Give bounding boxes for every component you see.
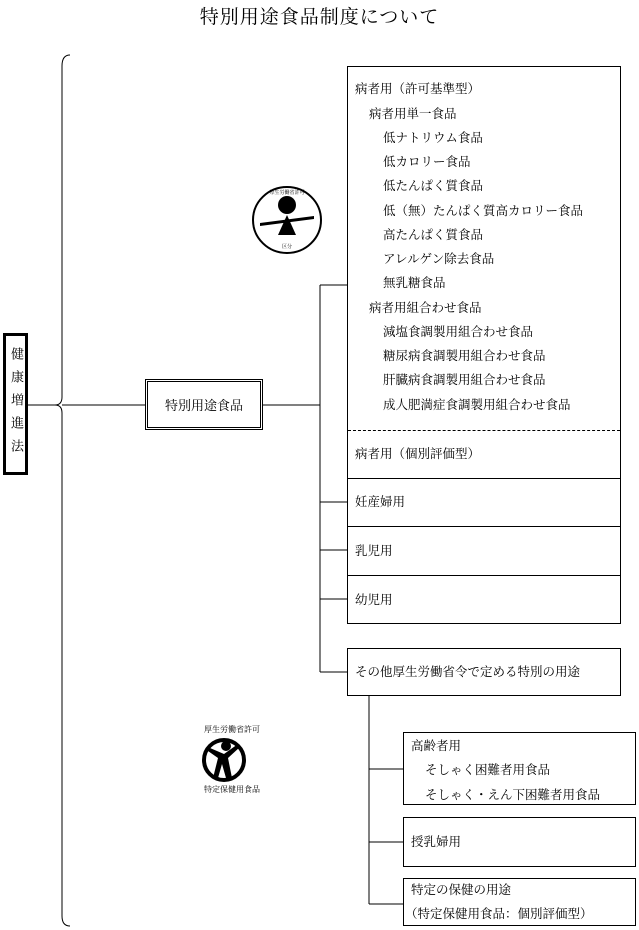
list-item: そしゃく困難者用食品 <box>425 762 551 777</box>
health-promotion-law-label: 健康増進法 <box>8 346 23 462</box>
lactating-label: 授乳婦用 <box>411 834 462 849</box>
special-use-permission-mark <box>250 185 324 255</box>
list-item: 成人肥満症食調製用組合わせ食品 <box>383 397 571 412</box>
list-item: 低カロリー食品 <box>383 154 471 169</box>
health-promotion-law-box <box>3 333 28 475</box>
patient-individual-label: 病者用（個別評価型） <box>355 446 481 461</box>
patient-combo-label: 病者用組合わせ食品 <box>369 300 482 315</box>
page-title: 特別用途食品制度について <box>199 6 440 28</box>
mark2-bottom-text: 特定保健用食品 <box>204 785 260 794</box>
other-use-label: その他厚生労働省令で定める特別の用途 <box>355 664 581 679</box>
divider <box>348 575 620 576</box>
patient-use-box <box>347 66 621 624</box>
special-use-food-box <box>145 379 263 430</box>
patient-single-label: 病者用単一食品 <box>369 106 457 121</box>
list-item: 低（無）たんぱく質高カロリー食品 <box>383 203 584 218</box>
list-item: 高たんぱく質食品 <box>383 227 484 242</box>
health-use-label: 特定の保健の用途 <box>411 882 512 897</box>
patient-header: 病者用（許可基準型） <box>355 81 481 96</box>
list-item: アレルゲン除去食品 <box>383 251 495 266</box>
health-use-sub: （特定保健用食品：個別評価型） <box>405 906 593 921</box>
toddler-label: 幼児用 <box>355 592 393 607</box>
list-item: 肝臓病食調製用組合わせ食品 <box>383 372 546 387</box>
mark2-top-text: 厚生労働省許可 <box>204 725 260 734</box>
divider <box>348 526 620 527</box>
list-item: 糖尿病食調製用組合わせ食品 <box>383 348 546 363</box>
list-item: 低たんぱく質食品 <box>383 178 484 193</box>
list-item: 減塩食調製用組合わせ食品 <box>383 324 534 339</box>
list-item: 低ナトリウム食品 <box>383 130 483 145</box>
elderly-label: 高齢者用 <box>411 738 462 753</box>
mark1-top-text: 厚生労働省許可 <box>269 190 305 196</box>
infant-label: 乳児用 <box>355 543 393 558</box>
dashed-divider <box>348 430 620 431</box>
foshu-permission-mark <box>192 720 272 794</box>
list-item: 無乳糖食品 <box>383 275 446 290</box>
divider <box>348 478 620 479</box>
pregnant-label: 妊産婦用 <box>355 494 406 509</box>
special-use-food-label: 特別用途食品 <box>164 399 243 414</box>
list-item: そしゃく・えん下困難者用食品 <box>425 787 601 802</box>
mark1-bottom-text: 区分 <box>281 244 293 250</box>
